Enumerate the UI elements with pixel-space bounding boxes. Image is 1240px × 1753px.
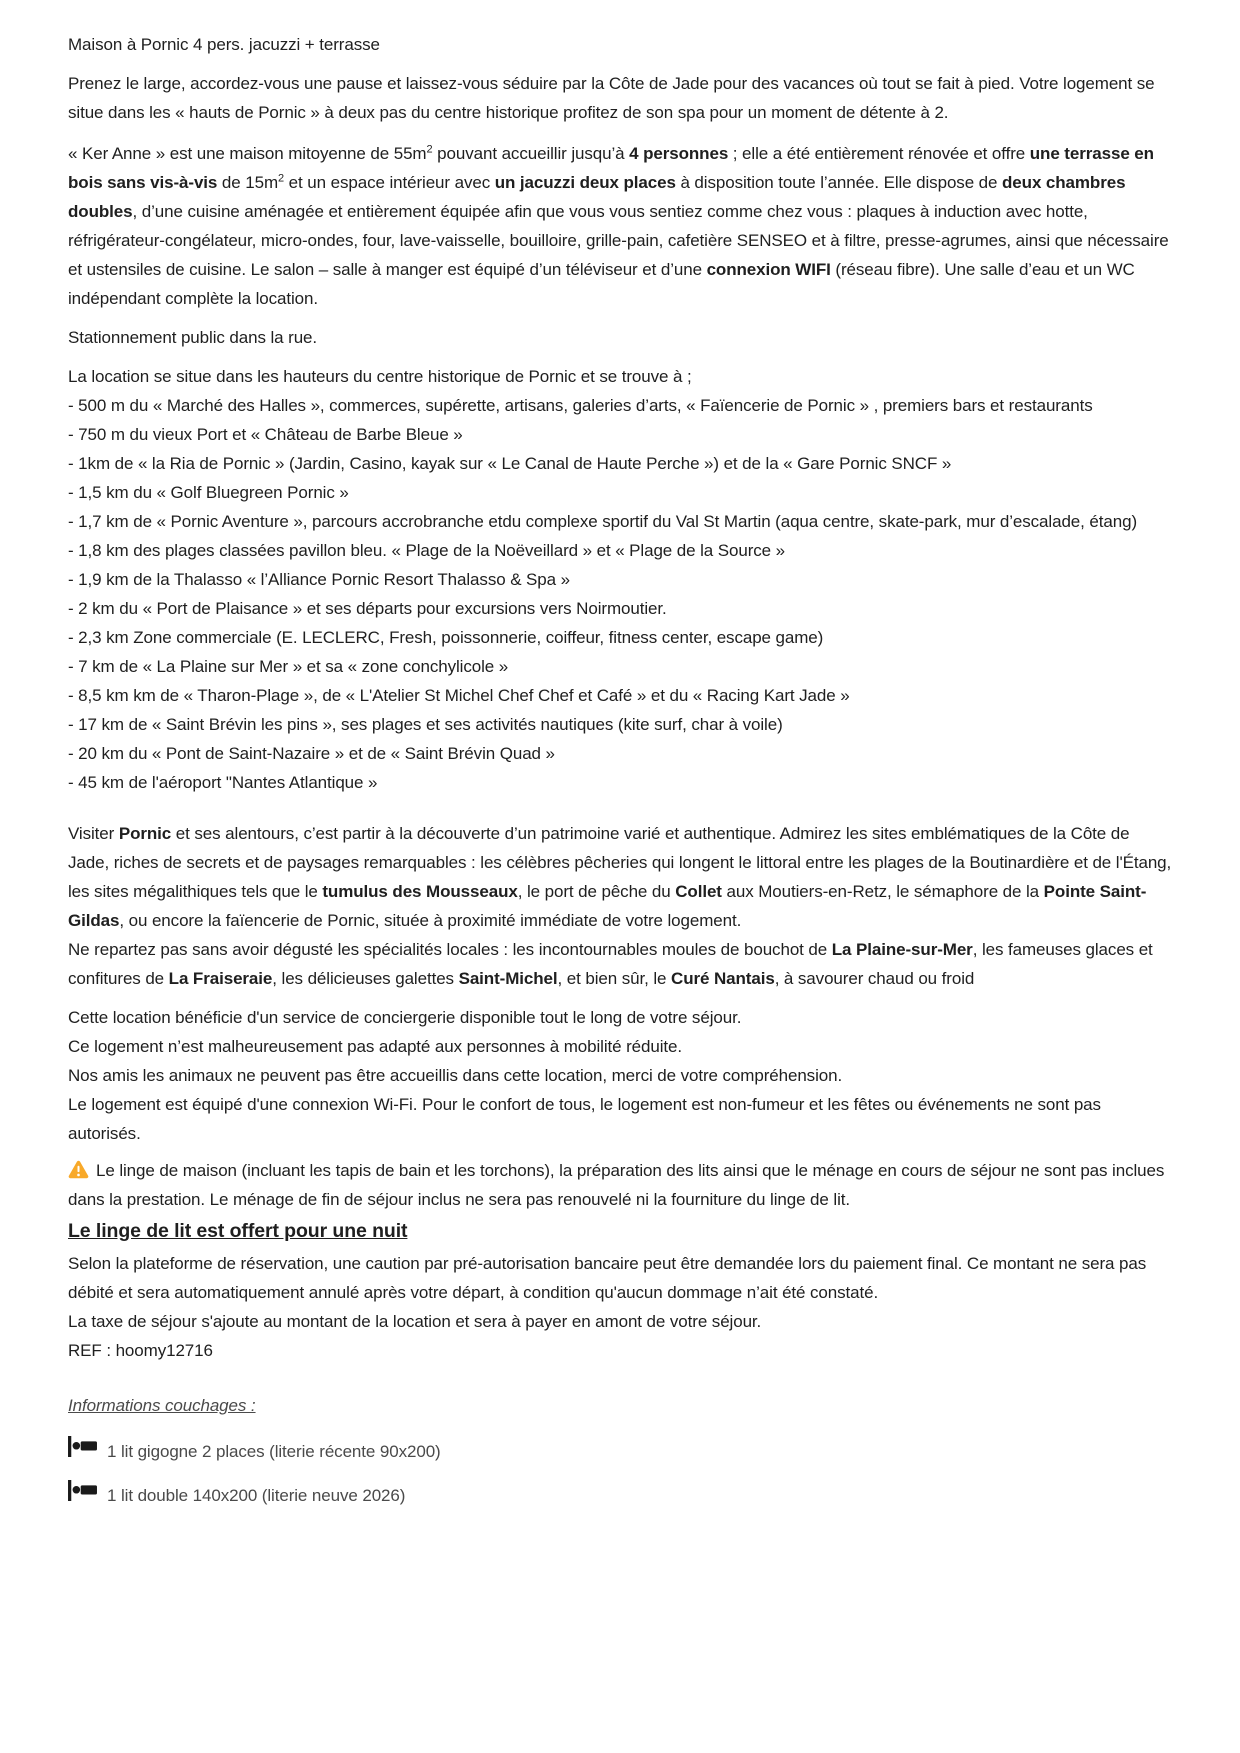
text-run: Le linge de lit est offert pour une nuit <box>68 1220 408 1242</box>
bold-text: 4 personnes <box>629 144 729 163</box>
bed-label: 1 lit double 140x200 (literie neuve 2026) <box>107 1486 406 1505</box>
text-run: à disposition toute l’année. Elle dispose de <box>675 173 1003 192</box>
text-line: - 17 km de « Saint Brévin les pins », ses plages et ses activités nautiques (kite surf, char à voile) <box>68 715 783 734</box>
text-line: - 1,8 km des plages classées pavillon bleu. « Plage de la Noëveillard » et « Plage de la Source » <box>68 541 786 560</box>
text-line: - 2,3 km Zone commerciale (E. LECLERC, Fresh, poissonnerie, coiffeur, fitness center, escape game) <box>68 628 824 647</box>
text-run: et un espace intérieur avec <box>284 173 495 192</box>
text-run: Ne repartez pas sans avoir dégusté les spécialités locales : les incontournables moules de bouchot de <box>68 940 832 959</box>
text-run: , à savourer chaud ou froid <box>774 969 975 988</box>
intro-paragraph <box>68 69 1174 127</box>
text-run: (réseau fibre). Une salle d’eau et un WC indépendant complète la location. <box>68 260 1135 308</box>
text-line: - 750 m du vieux Port et « Château de Barbe Bleue » <box>68 425 463 444</box>
bold-text: Saint-Michel <box>458 969 558 988</box>
bold-text: Curé Nantais <box>671 969 775 988</box>
text-run: Prenez le large, accordez-vous une pause et laissez-vous séduire par la Côte de Jade pour des vacances où tout se fait à pied. Votre logement se situe dans les « hauts de Pornic » à deux pas du centre historique profitez de son spa pour un moment de détente à 2. <box>68 74 1155 122</box>
text-line: - 1,5 km du « Golf Bluegreen Pornic » <box>68 483 349 502</box>
text-run: , les délicieuses galettes <box>272 969 459 988</box>
warning-icon <box>68 1156 96 1185</box>
text-run: 2 <box>426 143 433 156</box>
text-line: - 45 km de l'aéroport "Nantes Atlantique » <box>68 773 378 792</box>
bold-text: tumulus des Mousseaux <box>322 882 518 901</box>
text-run: Visiter <box>68 824 119 843</box>
deposit-paragraph <box>68 1249 1174 1307</box>
bold-text: un jacuzzi deux places <box>494 173 676 192</box>
bold-text: La Fraiseraie <box>168 969 273 988</box>
text-line: Le logement est équipé d'une connexion Wi-Fi. Pour le confort de tous, le logement est non-fumeur et les fêtes ou événements ne sont pas autorisés. <box>68 1095 1101 1143</box>
bed-item <box>68 1480 1174 1510</box>
bold-text: La Plaine-sur-Mer <box>831 940 973 959</box>
text-run: Stationnement public dans la rue. <box>68 328 318 347</box>
text-run: 2 <box>278 172 285 185</box>
text-run: de 15m <box>217 173 279 192</box>
bed-item <box>68 1436 1174 1466</box>
bold-text: une terrasse en bois sans vis-à-vis <box>68 144 1154 192</box>
services-lines <box>68 1003 1174 1148</box>
text-run: REF : hoomy12716 <box>68 1341 213 1360</box>
text-run: « Ker Anne » est une maison mitoyenne de 55m <box>68 144 427 163</box>
bold-text: Pointe Saint-Gildas <box>68 882 1147 930</box>
text-run: La taxe de séjour s'ajoute au montant de la location et sera à payer en amont de votre séjour. <box>68 1312 762 1331</box>
text-line: - 8,5 km km de « Tharon-Plage », de « L'Atelier St Michel Chef Chef et Café » et du « Racing Kart Jade » <box>68 686 850 705</box>
document-body <box>68 30 1174 1510</box>
bed-icon <box>68 1480 103 1510</box>
text-run: , ou encore la faïencerie de Pornic, située à proximité immédiate de votre logement. <box>119 911 742 930</box>
reference-line <box>68 1336 1174 1365</box>
text-line: - 7 km de « La Plaine sur Mer » et sa « zone conchylicole » <box>68 657 509 676</box>
bold-text: deux chambres doubles <box>68 173 1126 221</box>
sleeping-info-heading <box>68 1391 1174 1420</box>
text-run: , le port de pêche du <box>517 882 676 901</box>
description-paragraph <box>68 139 1174 313</box>
text-line: - 500 m du « Marché des Halles », commerces, supérette, artisans, galeries d’arts, « Faïencerie de Pornic » , premiers bars et restaurants <box>68 396 1093 415</box>
linen-warning-paragraph <box>68 1156 1174 1214</box>
bed-label: 1 lit gigogne 2 places (literie récente 90x200) <box>107 1442 441 1461</box>
text-line: La location se situe dans les hauteurs du centre historique de Pornic et se trouve à ; <box>68 367 692 386</box>
text-line: - 1km de « la Ria de Pornic » (Jardin, Casino, kayak sur « Le Canal de Haute Perche ») et de la « Gare Pornic SNCF » <box>68 454 952 473</box>
bold-text: Pornic <box>118 824 172 843</box>
text-run: Informations couchages : <box>68 1396 256 1415</box>
doc-title <box>68 30 1174 59</box>
text-run: ; elle a été entièrement rénovée et offre <box>728 144 1030 163</box>
text-run: pouvant accueillir jusqu’à <box>432 144 630 163</box>
location-distances-list <box>68 362 1174 797</box>
bold-text: Collet <box>675 882 722 901</box>
text-run: , les fameuses glaces et confitures de <box>68 940 1153 988</box>
text-run: Selon la plateforme de réservation, une caution par pré-autorisation bancaire peut être demandée lors du paiement final. Ce montant ne sera pas débité et sera automatiquement annulé après votre départ, à condition qu'aucun dommage n’ait été constaté. <box>68 1254 1147 1302</box>
linen-offer-heading <box>68 1215 1174 1247</box>
text-run: , d’une cuisine aménagée et entièrement équipée afin que vous vous sentiez comme chez vous : plaques à induction avec hotte, réfrigérateur-congélateur, micro-ondes, four, lave-vaisselle, bouilloire, grille-pain, cafetière SENSEO et à filtre, presse-agrumes, ainsi que nécessaire et ustensiles de cuisine. Le salon – salle à manger est équipé d’un téléviseur et d’une <box>68 202 1169 279</box>
bold-text: connexion WIFI <box>706 260 831 279</box>
text-line: Cette location bénéficie d'un service de conciergerie disponible tout le long de votre séjour. <box>68 1008 742 1027</box>
tax-paragraph <box>68 1307 1174 1336</box>
text-run: et ses alentours, c’est partir à la découverte d’un patrimoine varié et authentique. Admirez les sites emblématiques de la Côte de Jade, riches de secrets et de paysages remarquables : les célèbres pêcheries qui longent le littoral entre les plages de la Boutinardière et de l'Étang, les sites mégalithiques tels que le <box>68 824 1172 901</box>
text-line: - 1,7 km de « Pornic Aventure », parcours accrobranche etdu complexe sportif du Val St Martin (aqua centre, skate-park, mur d’escalade, étang) <box>68 512 1138 531</box>
text-line: - 20 km du « Pont de Saint-Nazaire » et de « Saint Brévin Quad » <box>68 744 555 763</box>
text-line: - 1,9 km de la Thalasso « l’Alliance Pornic Resort Thalasso & Spa » <box>68 570 570 589</box>
parking-paragraph <box>68 323 1174 352</box>
bed-icon <box>68 1436 103 1466</box>
text-line: - 2 km du « Port de Plaisance » et ses départs pour excursions vers Noirmoutier. <box>68 599 667 618</box>
text-run: Le linge de maison (incluant les tapis de bain et les torchons), la préparation des lits ainsi que le ménage en cours de séjour ne sont pas inclues dans la prestation. Le ménage de fin de séjour inclus ne sera pas renouvelé ni la fourniture du linge de lit. <box>68 1161 1165 1209</box>
text-run: , et bien sûr, le <box>557 969 672 988</box>
text-run: aux Moutiers-en-Retz, le sémaphore de la <box>721 882 1044 901</box>
text-run: Maison à Pornic 4 pers. jacuzzi + terrasse <box>68 35 380 54</box>
text-line: Nos amis les animaux ne peuvent pas être accueillis dans cette location, merci de votre compréhension. <box>68 1066 843 1085</box>
visit-paragraph <box>68 819 1174 935</box>
specialties-paragraph <box>68 935 1174 993</box>
text-line: Ce logement n’est malheureusement pas adapté aux personnes à mobilité réduite. <box>68 1037 683 1056</box>
